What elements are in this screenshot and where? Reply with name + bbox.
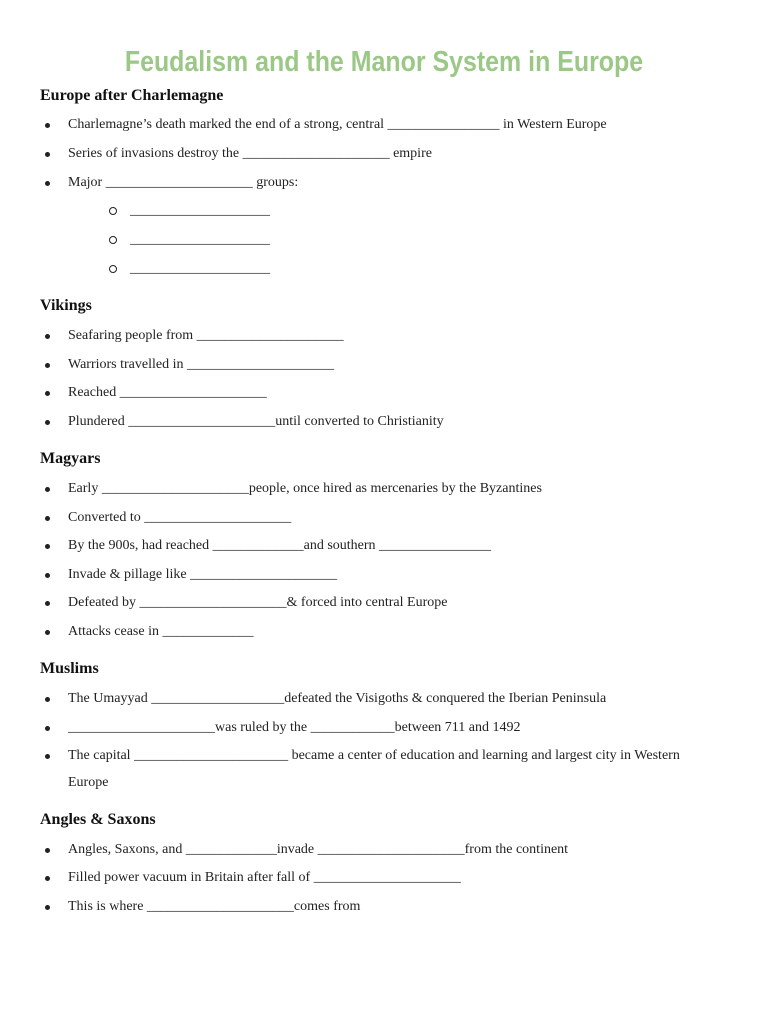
bullet-icon [45,905,50,910]
list-item: Filled power vacuum in Britain after fall of _____________________ [68,870,461,885]
list-item: Warriors travelled in _____________________ [68,357,334,372]
list-item: Angles, Saxons, and _____________invade _____________________from the continent [68,842,569,857]
bullet-icon [45,152,50,157]
bullet-icon [45,516,50,521]
list-item: The capital ______________________ became a center of education and learning and largest city in Western Europe [68,748,680,790]
bullet-icon [45,630,50,635]
list-item: Defeated by _____________________& forced into central Europe [68,595,448,610]
bullet-icon [45,123,50,128]
list-subitem: ____________________ [130,232,270,247]
bullet-icon [45,848,50,853]
list-item: Major _____________________ groups: [68,175,299,190]
section-heading-vikings: Vikings [40,297,92,314]
bullet-icon [45,391,50,396]
bullet-icon [45,601,50,606]
list-item: Series of invasions destroy the _____________________ empire [68,146,432,161]
bullet-icon [45,876,50,881]
bullet-icon [45,573,50,578]
list-item: Seafaring people from _____________________ [68,328,344,343]
section-heading-muslims: Muslims [40,660,99,677]
list-subitem: ____________________ [130,203,270,218]
list-subitem: ____________________ [130,261,270,276]
circle-bullet-icon [109,265,117,273]
bullet-icon [45,726,50,731]
bullet-icon [45,363,50,368]
list-item: Invade & pillage like _____________________ [68,567,338,582]
section-heading-magyars: Magyars [40,450,101,467]
section-heading-charlemagne: Europe after Charlemagne [40,87,224,104]
list-item: By the 900s, had reached _____________and southern ________________ [68,538,492,553]
bullet-icon [45,697,50,702]
list-item: _____________________was ruled by the ____________between 711 and 1492 [68,720,521,735]
bullet-icon [45,420,50,425]
list-item: Plundered _____________________until converted to Christianity [68,414,444,429]
bullet-icon [45,487,50,492]
list-item: Charlemagne’s death marked the end of a strong, central ________________ in Western Europe [68,117,607,132]
list-item: This is where _____________________comes from [68,899,361,914]
list-item: Early _____________________people, once hired as mercenaries by the Byzantines [68,481,542,496]
list-item: Reached _____________________ [68,385,267,400]
section-heading-angles-saxons: Angles & Saxons [40,811,156,828]
circle-bullet-icon [109,207,117,215]
bullet-icon [45,181,50,186]
page-title: Feudalism and the Manor System in Europe [124,46,644,78]
bullet-icon [45,334,50,339]
bullet-icon [45,544,50,549]
list-item: The Umayyad ___________________defeated the Visigoths & conquered the Iberian Peninsula [68,691,607,706]
bullet-icon [45,754,50,759]
list-item: Converted to _____________________ [68,510,292,525]
circle-bullet-icon [109,236,117,244]
list-item: Attacks cease in _____________ [68,624,254,639]
